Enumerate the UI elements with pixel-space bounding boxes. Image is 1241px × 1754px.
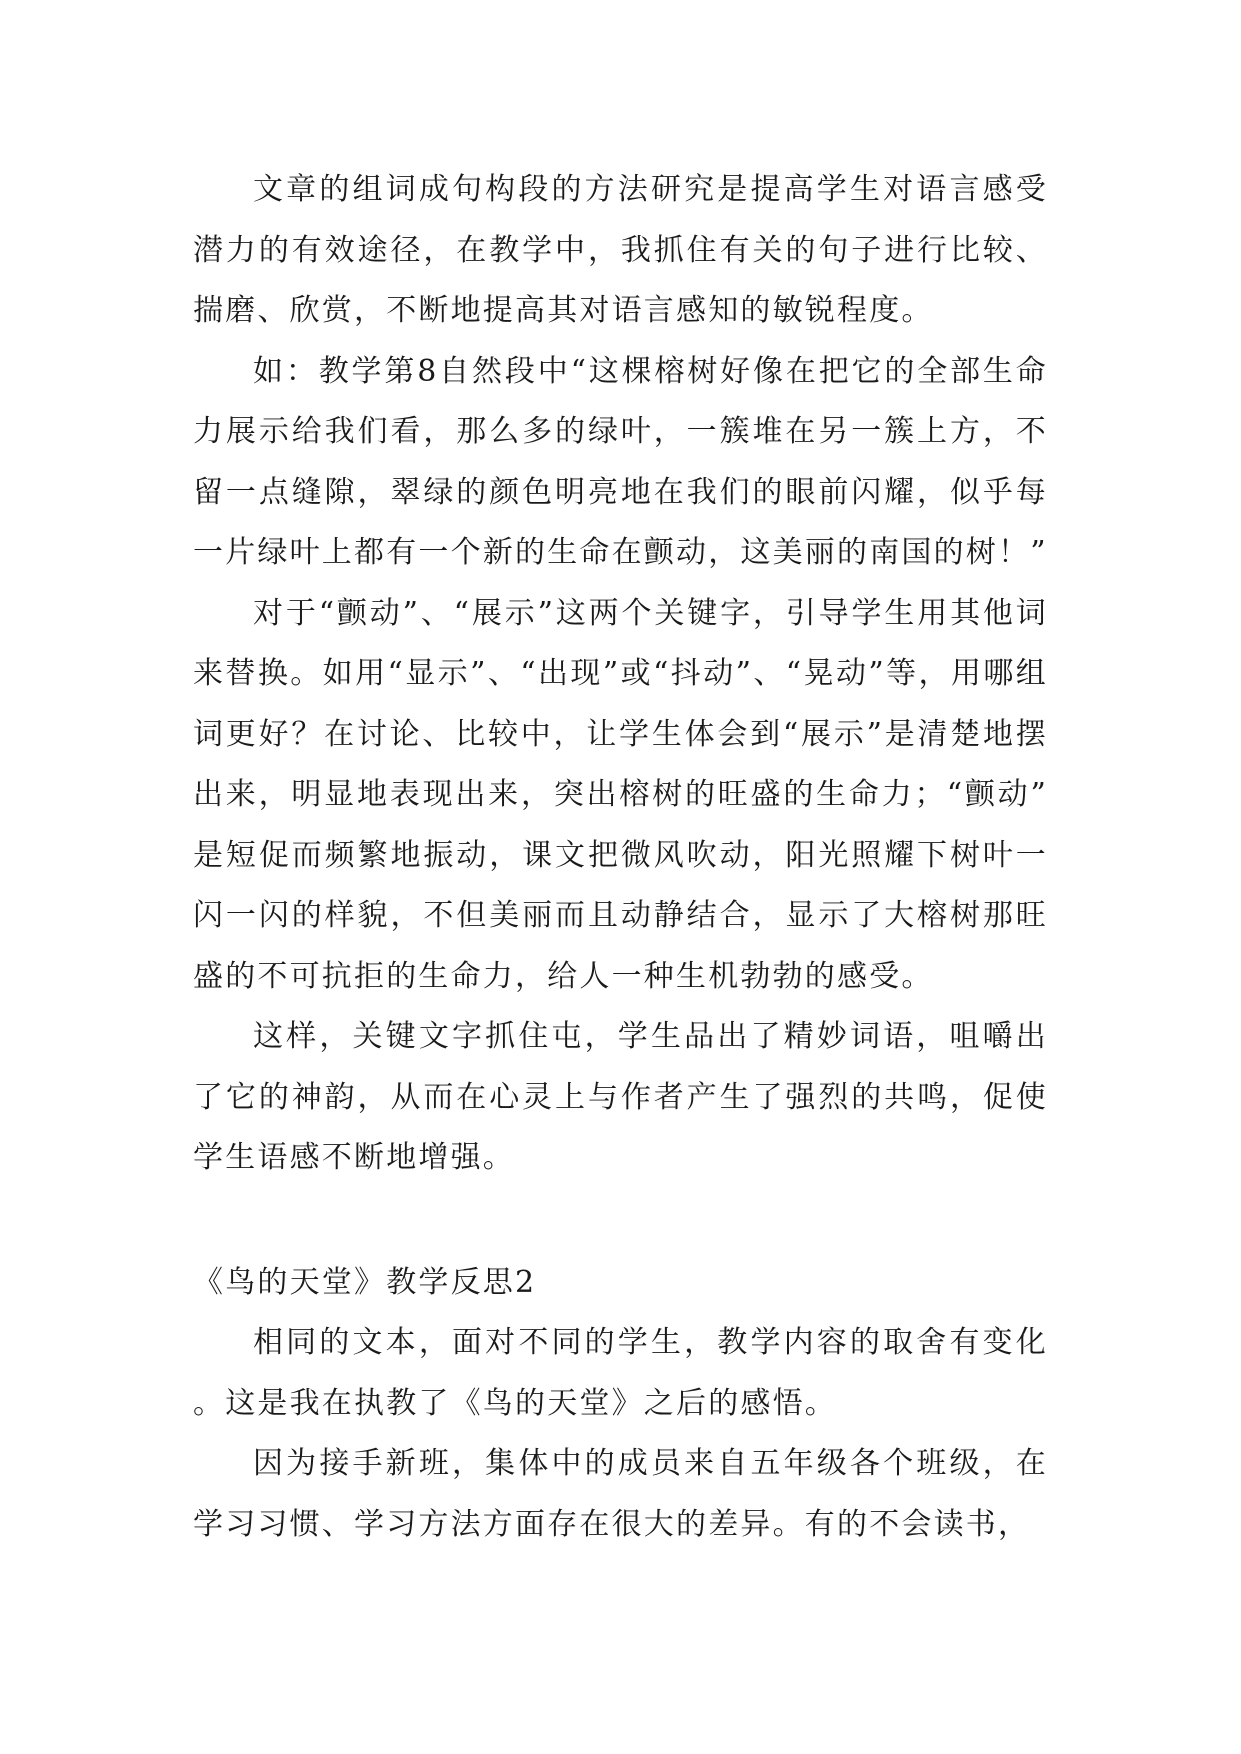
paragraph-6: 因为接手新班，集体中的成员来自五年级各个班级，在学习习惯、学习方法方面存在很大的差异。有的不会读书， bbox=[193, 1446, 1048, 1542]
paragraph-5: 相同的文本，面对不同的学生，教学内容的取舍有变化。这是我在执教了《鸟的天堂》之后的感悟。 bbox=[193, 1325, 1048, 1421]
paragraph-4: 这样，关键文字抓住屯，学生品出了精妙词语，咀嚼出了它的神韵，从而在心灵上与作者产生了强烈的共鸣，促使学生语感不断地增强。 bbox=[193, 1019, 1048, 1175]
document-page bbox=[193, 160, 1048, 1555]
paragraph-2: 如：教学第8自然段中“这棵榕树好像在把它的全部生命力展示给我们看，那么多的绿叶，一簇堆在另一簇上方，不留一点缝隙，翠绿的颜色明亮地在我们的眼前闪耀，似乎每一片绿叶上都有一个新的生命在颤动，这美丽的南国的树！” bbox=[193, 353, 1048, 570]
paragraph-3: 对于“颤动”、“展示”这两个关键字，引导学生用其他词来替换。如用“显示”、“出现”或“抖动”、“晃动”等，用哪组词更好？在讨论、比较中，让学生体会到“展示”是清楚地摆出来，明显地表现出来，突出榕树的旺盛的生命力；“颤动”是短促而频繁地振动，课文把微风吹动，阳光照耀下树叶一闪一闪的样貌，不但美丽而且动静结合，显示了大榕树那旺盛的不可抗拒的生命力，给人一种生机勃勃的感受。 bbox=[193, 595, 1048, 994]
section-heading: 《鸟的天堂》教学反思2 bbox=[193, 1264, 537, 1300]
paragraph-1: 文章的组词成句构段的方法研究是提高学生对语言感受潜力的有效途径，在教学中，我抓住有关的句子进行比较、揣磨、欣赏，不断地提高其对语言感知的敏锐程度。 bbox=[193, 172, 1048, 328]
section-spacer bbox=[193, 1189, 1048, 1253]
